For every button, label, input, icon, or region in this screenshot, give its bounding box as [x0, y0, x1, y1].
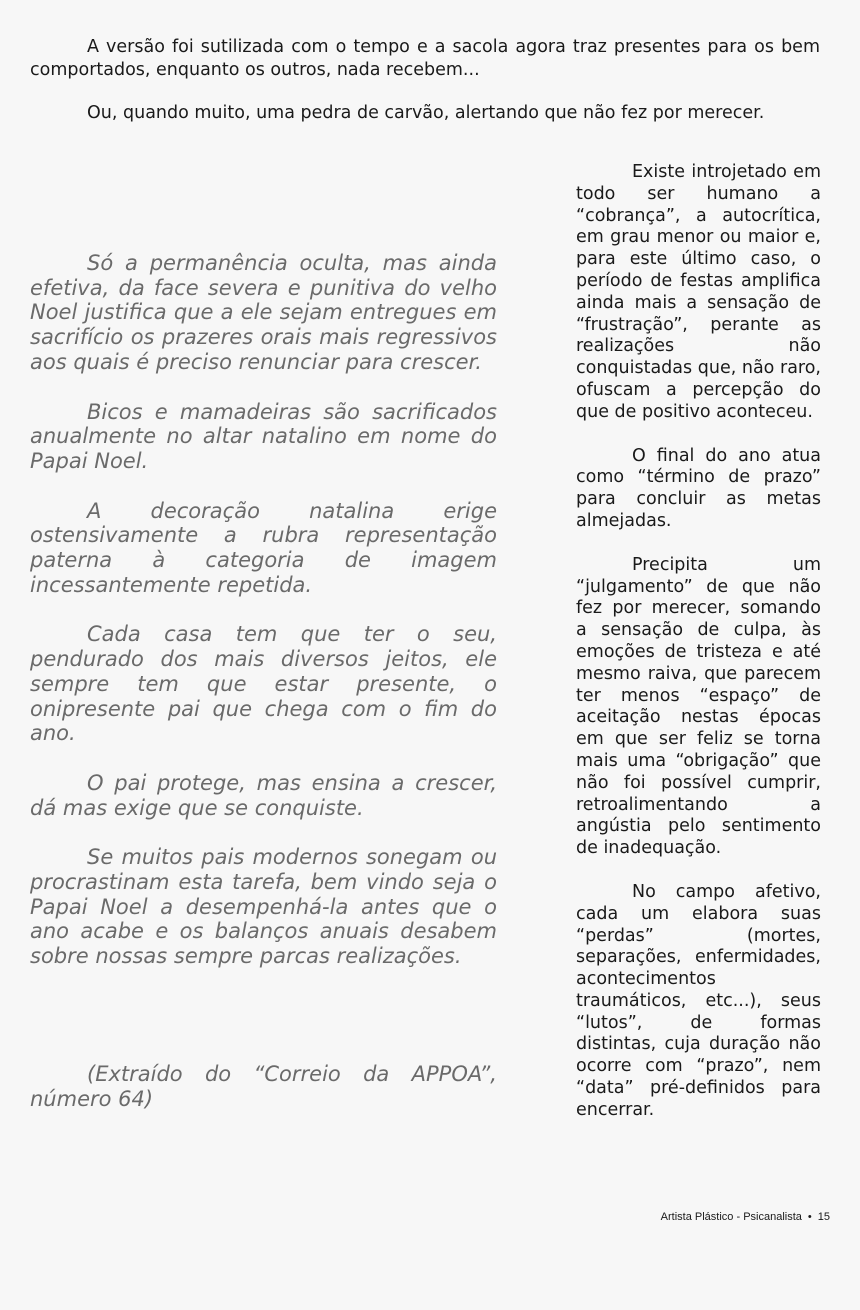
intro-text [30, 36, 820, 125]
quote-paragraph: Se muitos pais modernos sonegam ou procrastinam esta tarefa, bem vindo seja o Papai Noel a desempenhá-la antes que o ano acabe e os balanços anuais desabem sobre nossas sempre parcas realizações. [30, 845, 497, 969]
footer-label: Artista Plástico - Psicanalista [660, 1211, 802, 1223]
side-paragraph: No campo afetivo, cada um elabora suas “perdas” (mortes, separações, enfermidades, acontecimentos traumáticos, etc...), seus “lutos”, de formas distintas, cuja duração não ocorre com “prazo”, nem “data” pré-definidos para encerrar. [576, 881, 821, 1120]
side-column [576, 162, 821, 1122]
quote-paragraph: Cada casa tem que ter o seu, pendurado dos mais diversos jeitos, ele sempre tem que estar presente, o onipresente pai que chega com o fim do ano. [30, 622, 497, 746]
side-paragraph: Existe introjetado em todo ser humano a “cobrança”, a autocrítica, em grau menor ou maior e, para este último caso, o período de festas amplifica ainda mais a sensação de “frustração”, perante as realizações não conquistadas que, não raro, ofuscam a percepção do que de positivo aconteceu. [576, 162, 821, 422]
pull-quote-column [30, 251, 497, 1111]
intro-paragraph: Ou, quando muito, uma pedra de carvão, alertando que não fez por merecer. [87, 103, 765, 123]
quote-paragraph: Só a permanência oculta, mas ainda efetiva, da face severa e punitiva do velho Noel justifica que a ele sejam entregues em sacrifício os prazeres orais mais regressivos aos quais é preciso renunciar para crescer. [30, 251, 497, 374]
quote-paragraph: Bicos e mamadeiras são sacrificados anualmente no altar natalino em nome do Papai Noel. [30, 399, 497, 473]
quote-paragraph: A decoração natalina erige ostensivamente a rubra representação paterna à categoria de imagem incessantemente repetida. [30, 498, 497, 597]
page-number: 15 [817, 1211, 830, 1223]
quote-paragraph: O pai protege, mas ensina a crescer, dá mas exige que se conquiste. [30, 770, 497, 820]
bullet-separator: • [807, 1211, 812, 1223]
side-paragraph: O final do ano atua como “término de prazo” para concluir as metas almejadas. [576, 445, 821, 531]
quote-credit: (Extraído do “Correio da APPOA”, número 64) [30, 1061, 497, 1111]
page-footer [661, 1211, 830, 1223]
side-paragraph: Precipita um “julgamento” de que não fez por merecer, somando a sensação de culpa, às emoções de tristeza e até mesmo raiva, que parecem ter menos “espaço” de aceitação nestas épocas em que ser feliz se torna mais uma “obrigação” que não foi possível cumprir, retroalimentando a angústia pelo sentimento de inadequação. [576, 554, 821, 859]
intro-paragraph: A versão foi sutilizada com o tempo e a sacola agora traz presentes para os bem comportados, enquanto os outros, nada recebem... [30, 37, 820, 80]
